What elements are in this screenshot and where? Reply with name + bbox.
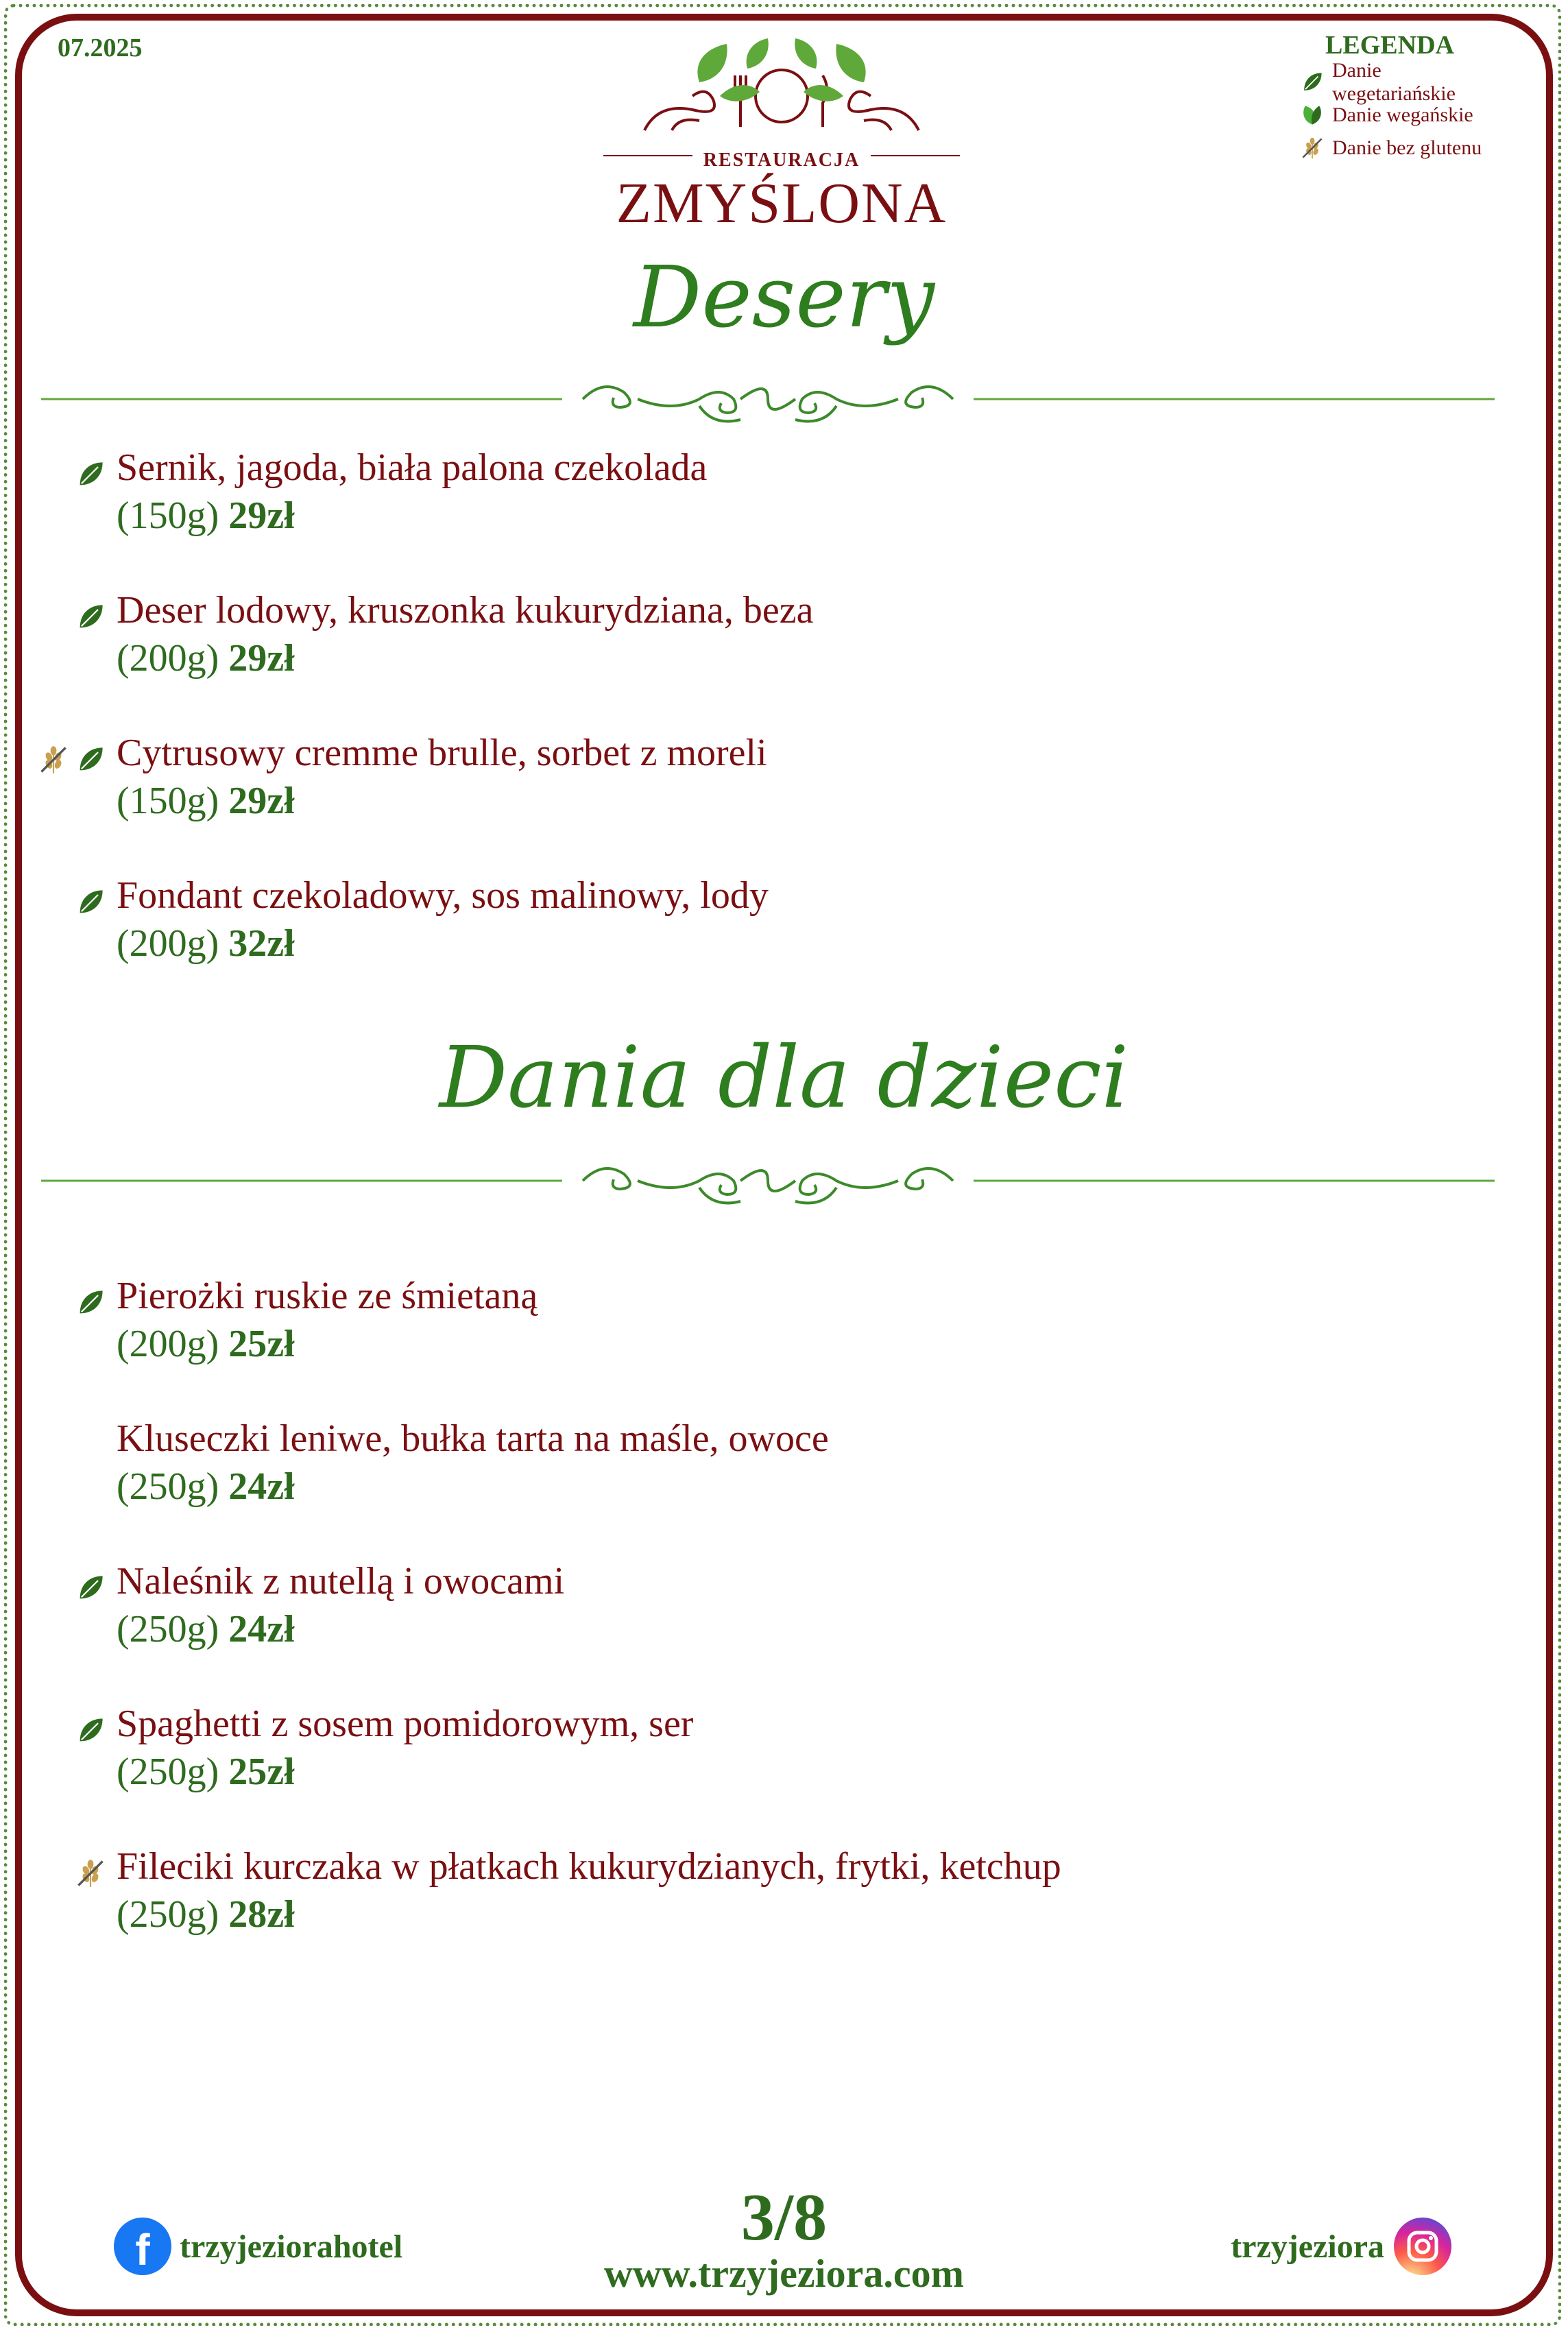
menu-item-name: Kluseczki leniwe, bułka tarta na maśle, owoce (117, 1417, 829, 1460)
menu-item-weight: (150g) (117, 494, 219, 537)
menu-item-price-value: 29zł (228, 780, 295, 822)
ornamental-divider (41, 1153, 1495, 1208)
menu-item-name: Pierożki ruskie ze śmietaną (117, 1275, 538, 1317)
leaf-icon (75, 602, 106, 632)
menu-item-weight: (150g) (117, 780, 219, 822)
menu-item (0, 1274, 1568, 1377)
menu-item-price-value: 24zł (228, 1465, 295, 1508)
restaurant-logo (603, 34, 960, 233)
menu-item-price-value: 29zł (228, 637, 295, 680)
leaf-icon (75, 745, 106, 775)
menu-item-price-value: 25zł (228, 1323, 295, 1365)
gluten-free-icon (38, 745, 69, 775)
facebook-link[interactable] (114, 2218, 402, 2275)
menu-item-name: Fileciki kurczaka w płatkach kukurydzianych, frytki, ketchup (117, 1845, 1061, 1888)
menu-item-weight: (200g) (117, 922, 219, 965)
leaf-icon (75, 887, 106, 917)
menu-item-price (117, 636, 295, 680)
menu-item-name: Naleśnik z nutellą i owocami (117, 1560, 565, 1602)
menu-item-price (117, 1607, 295, 1651)
menu-item (0, 1417, 1568, 1520)
menu-item-price-value: 24zł (228, 1608, 295, 1650)
leaf-icon (75, 1573, 106, 1603)
logo-emblem (603, 34, 960, 151)
menu-item-name: Cytrusowy cremme brulle, sorbet z moreli (117, 732, 767, 774)
menu-item (0, 1702, 1568, 1805)
menu-item-price (117, 1750, 295, 1794)
vegan-leaf-icon (1301, 104, 1324, 127)
menu-item-weight: (250g) (117, 1608, 219, 1650)
gluten-free-icon (1301, 136, 1324, 160)
menu-item-weight: (200g) (117, 637, 219, 680)
menu-item-name: Spaghetti z sosem pomidorowym, ser (117, 1703, 694, 1745)
gluten-free-icon (75, 1858, 106, 1888)
leaf-icon (75, 459, 106, 490)
facebook-handle[interactable]: trzyjeziorahotel (180, 2228, 403, 2265)
menu-item (0, 874, 1568, 976)
section-title-desery: Desery (633, 248, 935, 347)
legend-vegan-label: Danie wegańskie (1332, 104, 1473, 126)
legend-vegetarian-label: Danie wegetariańskie (1332, 59, 1456, 105)
ornamental-divider (41, 372, 1495, 427)
menu-item-price-value: 32zł (228, 922, 295, 965)
legend-gluten-free-label: Danie bez glutenu (1332, 136, 1482, 159)
menu-item (0, 731, 1568, 834)
menu-item (0, 588, 1568, 691)
menu-item-name: Fondant czekoladowy, sos malinowy, lody (117, 874, 769, 917)
logo-name: ZMYŚLONA (616, 171, 948, 235)
menu-item-price (117, 494, 295, 538)
instagram-link[interactable] (1231, 2218, 1451, 2275)
menu-item (0, 1845, 1568, 1947)
menu-date: 07.2025 (58, 34, 143, 62)
facebook-icon[interactable]: f (114, 2218, 171, 2275)
menu-item (0, 446, 1568, 549)
menu-item-price (117, 922, 295, 965)
menu-item-price (117, 1465, 295, 1509)
legend-vegan (1273, 99, 1506, 132)
logo-subtitle: RESTAURACJA (703, 149, 860, 171)
menu-item-name: Deser lodowy, kruszonka kukurydziana, beza (117, 589, 814, 632)
menu-item-price (117, 1893, 295, 1936)
menu-item-price-value: 28zł (228, 1893, 295, 1936)
legend-gluten-free (1273, 132, 1506, 165)
menu-item-weight: (250g) (117, 1465, 219, 1508)
page-number: 3/8 (740, 2181, 828, 2255)
menu-item-price-value: 29zł (228, 494, 295, 537)
legend-title: LEGENDA (1325, 31, 1454, 60)
leaf-icon (75, 1716, 106, 1746)
menu-item-name: Sernik, jagoda, biała palona czekolada (117, 446, 708, 489)
instagram-icon[interactable] (1394, 2218, 1451, 2275)
leaf-icon (75, 1288, 106, 1318)
section-title-dania-dla-dzieci: Dania dla dzieci (439, 1029, 1129, 1127)
menu-item-weight: (200g) (117, 1323, 219, 1365)
website-link[interactable]: www.trzyjeziora.com (604, 2251, 964, 2296)
legend-vegetarian (1273, 59, 1506, 105)
instagram-handle[interactable]: trzyjeziora (1231, 2228, 1384, 2265)
menu-item (0, 1559, 1568, 1662)
menu-item-weight: (250g) (117, 1893, 219, 1936)
menu-item-price-value: 25zł (228, 1751, 295, 1793)
menu-item-weight: (250g) (117, 1751, 219, 1793)
leaf-icon (1301, 71, 1324, 94)
menu-item-price (117, 1322, 295, 1366)
menu-item-price (117, 779, 295, 823)
legend (1273, 30, 1506, 165)
